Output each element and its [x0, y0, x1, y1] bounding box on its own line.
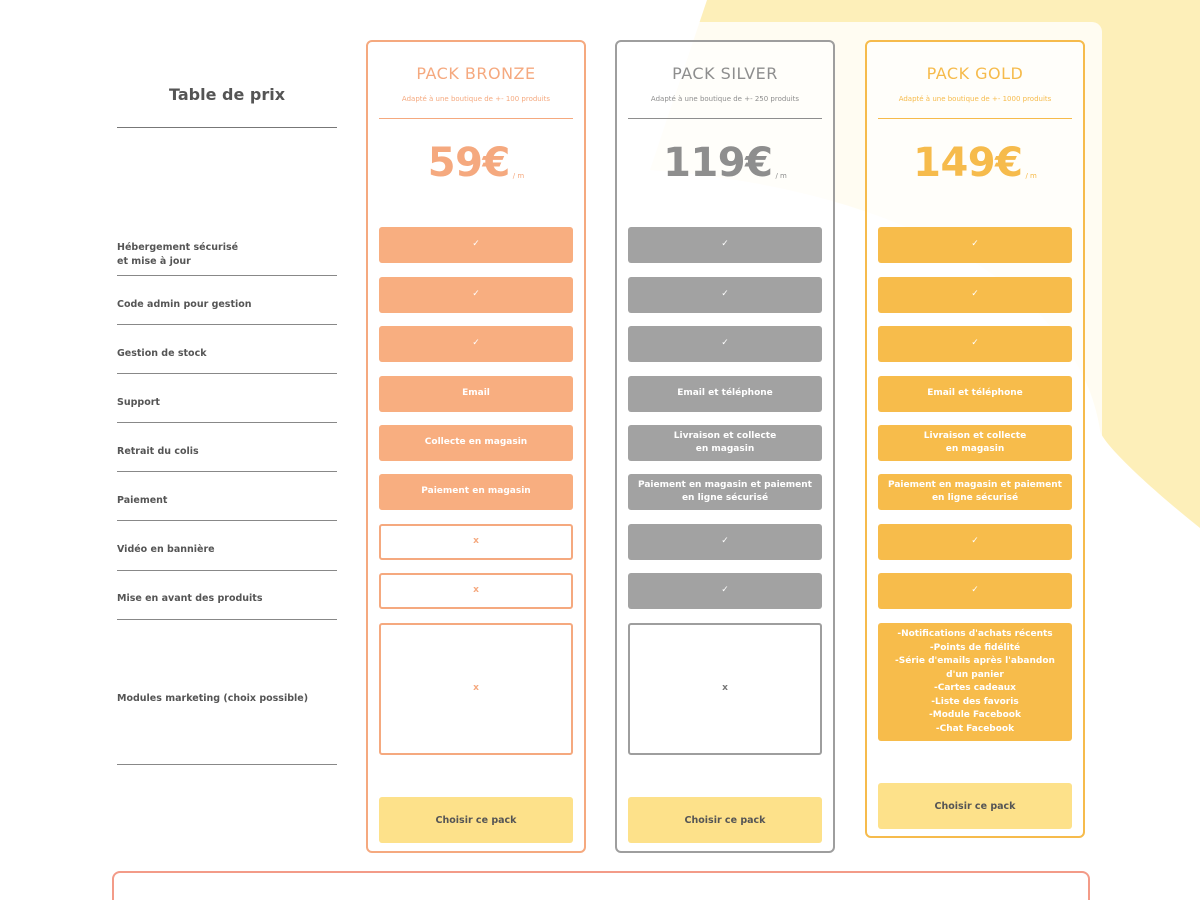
- divider: [117, 764, 337, 765]
- price-unit: / m: [1025, 172, 1037, 180]
- divider: [117, 275, 337, 276]
- row-label-payment: Paiement: [117, 495, 168, 506]
- feature-cell: ✓: [379, 227, 573, 263]
- bottom-section-box: [112, 871, 1090, 900]
- price-value: 119€: [663, 140, 773, 186]
- pack-silver-card: [615, 40, 835, 853]
- feature-cell-unavailable: x: [628, 623, 822, 755]
- pack-price: [867, 140, 1083, 186]
- divider: [117, 471, 337, 472]
- feature-cell: ✓: [628, 573, 822, 609]
- divider: [117, 373, 337, 374]
- pack-bronze-card: [366, 40, 586, 853]
- feature-cell: ✓: [878, 573, 1072, 609]
- feature-cell: Paiement en magasin et paiement en ligne sécurisé: [628, 474, 822, 510]
- feature-cell: Paiement en magasin: [379, 474, 573, 510]
- divider: [117, 570, 337, 571]
- pack-subtitle: Adapté à une boutique de +- 100 produits: [401, 95, 551, 103]
- divider: [117, 520, 337, 521]
- pack-subtitle: Adapté à une boutique de +- 1000 produits: [898, 95, 1052, 103]
- feature-cell: Livraison et collecte en magasin: [878, 425, 1072, 461]
- row-label-support: Support: [117, 397, 160, 408]
- feature-cell: Paiement en magasin et paiement en ligne sécurisé: [878, 474, 1072, 510]
- feature-cell: ✓: [878, 326, 1072, 362]
- row-label-hosting: Hébergement sécurisé et mise à jour: [117, 242, 239, 267]
- row-label-banner-video: Vidéo en bannière: [117, 544, 215, 555]
- divider: [117, 422, 337, 423]
- feature-cell: Email et téléphone: [628, 376, 822, 412]
- divider: [379, 118, 573, 119]
- pack-price: [368, 140, 584, 186]
- table-title: Table de prix: [168, 85, 286, 104]
- feature-cell: ✓: [379, 277, 573, 313]
- divider: [117, 127, 337, 128]
- pack-price: [617, 140, 833, 186]
- row-label-stock: Gestion de stock: [117, 348, 207, 359]
- row-label-marketing-modules: Modules marketing (choix possible): [117, 693, 309, 704]
- row-label-featured-products: Mise en avant des produits: [117, 593, 263, 604]
- price-value: 59€: [427, 140, 510, 186]
- price-value: 149€: [913, 140, 1023, 186]
- choose-pack-button[interactable]: Choisir ce pack: [878, 783, 1072, 829]
- feature-cell: Email: [379, 376, 573, 412]
- pack-name: PACK GOLD: [926, 64, 1024, 83]
- feature-cell: ✓: [628, 227, 822, 263]
- feature-cell: Collecte en magasin: [379, 425, 573, 461]
- choose-pack-button[interactable]: Choisir ce pack: [379, 797, 573, 843]
- pack-name: PACK SILVER: [672, 64, 778, 83]
- pack-gold-card: [865, 40, 1085, 838]
- feature-cell: Email et téléphone: [878, 376, 1072, 412]
- feature-cell: ✓: [628, 524, 822, 560]
- feature-cell: ✓: [878, 524, 1072, 560]
- feature-cell: ✓: [628, 326, 822, 362]
- divider: [117, 619, 337, 620]
- pack-name: PACK BRONZE: [416, 64, 536, 83]
- feature-cell-unavailable: x: [379, 623, 573, 755]
- price-unit: / m: [775, 172, 787, 180]
- marketing-modules-list: -Notifications d'achats récents -Points de fidélité -Série d'emails après l'abandon d'un panier -Cartes cadeaux -Liste des favoris -Module Facebook -Chat Facebook: [878, 623, 1072, 741]
- feature-cell: Livraison et collecte en magasin: [628, 425, 822, 461]
- divider: [878, 118, 1072, 119]
- feature-cell: ✓: [628, 277, 822, 313]
- pack-subtitle: Adapté à une boutique de +- 250 produits: [650, 95, 800, 103]
- feature-cell-unavailable: x: [379, 573, 573, 609]
- feature-cell: ✓: [878, 227, 1072, 263]
- feature-cell-unavailable: x: [379, 524, 573, 560]
- feature-cell: ✓: [379, 326, 573, 362]
- feature-cell: ✓: [878, 277, 1072, 313]
- row-label-pickup: Retrait du colis: [117, 446, 199, 457]
- price-unit: / m: [512, 172, 525, 180]
- divider: [117, 324, 337, 325]
- divider: [628, 118, 822, 119]
- row-label-admin-code: Code admin pour gestion: [117, 299, 252, 310]
- choose-pack-button[interactable]: Choisir ce pack: [628, 797, 822, 843]
